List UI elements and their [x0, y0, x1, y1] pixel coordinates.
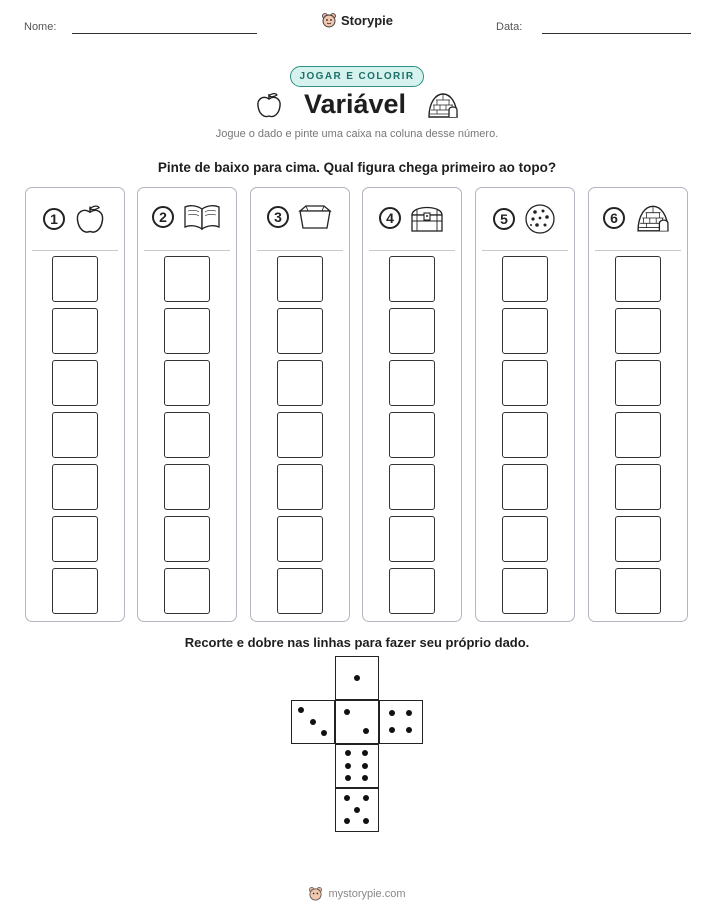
die-pip: [345, 775, 351, 781]
coloring-box[interactable]: [277, 256, 323, 302]
die-pip: [321, 730, 327, 736]
coloring-box[interactable]: [52, 412, 98, 458]
column-divider: [257, 250, 343, 251]
die-pip: [344, 818, 350, 824]
column-number: 3: [267, 206, 289, 228]
name-label: Nome:: [24, 21, 57, 33]
brand-name: Storypie: [340, 12, 393, 28]
name-line: [72, 33, 257, 34]
coloring-box[interactable]: [164, 516, 210, 562]
column-divider: [482, 250, 568, 251]
page-title: Variável: [303, 89, 407, 119]
coloring-box[interactable]: [615, 256, 661, 302]
coloring-box[interactable]: [164, 568, 210, 614]
die-pip: [345, 763, 351, 769]
die-pip: [362, 750, 368, 756]
coloring-box[interactable]: [277, 464, 323, 510]
storypie-mascot-icon: [308, 886, 323, 901]
coloring-box[interactable]: [389, 516, 435, 562]
coloring-box[interactable]: [615, 360, 661, 406]
column-divider: [32, 250, 118, 251]
coloring-box[interactable]: [277, 568, 323, 614]
column-number: 5: [493, 208, 515, 230]
coloring-box[interactable]: [52, 360, 98, 406]
coloring-box[interactable]: [52, 568, 98, 614]
die-face-3: [291, 700, 335, 744]
date-label: Data:: [496, 21, 523, 33]
column-1: [25, 187, 125, 622]
die-face-1: [335, 656, 379, 700]
coloring-box[interactable]: [277, 412, 323, 458]
column-number: 6: [603, 207, 625, 229]
storypie-mascot-icon: [321, 12, 337, 28]
cookie-icon: [523, 202, 557, 236]
die-face-2: [335, 700, 379, 744]
coloring-box[interactable]: [277, 360, 323, 406]
column-4: [362, 187, 462, 622]
coloring-box[interactable]: [389, 308, 435, 354]
coloring-box[interactable]: [389, 412, 435, 458]
coloring-box[interactable]: [164, 256, 210, 302]
coloring-box[interactable]: [164, 464, 210, 510]
column-header: [251, 202, 349, 232]
die-pip: [389, 727, 395, 733]
column-5: [475, 187, 575, 622]
coloring-box[interactable]: [164, 308, 210, 354]
die-pip: [363, 728, 369, 734]
die-pip: [406, 727, 412, 733]
date-line: [542, 33, 691, 34]
column-divider: [595, 250, 681, 251]
coloring-box[interactable]: [502, 464, 548, 510]
coloring-box[interactable]: [164, 412, 210, 458]
die-pip: [362, 763, 368, 769]
box-icon: [297, 202, 333, 232]
coloring-box[interactable]: [164, 360, 210, 406]
coloring-box[interactable]: [615, 516, 661, 562]
die-pip: [345, 750, 351, 756]
die-pip: [363, 818, 369, 824]
coloring-box[interactable]: [502, 516, 548, 562]
die-face-6: [335, 744, 379, 788]
die-pip: [354, 675, 360, 681]
coloring-box[interactable]: [502, 256, 548, 302]
die-pip: [344, 709, 350, 715]
column-2: [137, 187, 237, 622]
column-header: [138, 202, 236, 232]
die-pip: [344, 795, 350, 801]
column-number: 1: [43, 208, 65, 230]
cut-instruction: Recorte e dobre nas linhas para fazer seu próprio dado.: [184, 635, 530, 650]
coloring-box[interactable]: [502, 308, 548, 354]
coloring-box[interactable]: [52, 464, 98, 510]
coloring-box[interactable]: [615, 412, 661, 458]
coloring-box[interactable]: [277, 516, 323, 562]
page-subtitle: Jogue o dado e pinte uma caixa na coluna desse número.: [215, 128, 499, 140]
column-divider: [369, 250, 455, 251]
column-divider: [144, 250, 230, 251]
die-face-5: [335, 788, 379, 832]
die-pip: [298, 707, 304, 713]
coloring-box[interactable]: [502, 412, 548, 458]
column-3: [250, 187, 350, 622]
coloring-box[interactable]: [52, 516, 98, 562]
footer: [0, 886, 714, 901]
coloring-box[interactable]: [389, 464, 435, 510]
column-header: [363, 202, 461, 234]
column-header: [589, 202, 687, 234]
apple-icon: [254, 90, 284, 120]
apple-icon: [73, 202, 107, 236]
column-header: [476, 202, 574, 236]
die-pip: [389, 710, 395, 716]
die-pip: [310, 719, 316, 725]
igloo-icon: [426, 90, 460, 120]
coloring-box[interactable]: [502, 568, 548, 614]
column-6: [588, 187, 688, 622]
coloring-box[interactable]: [389, 568, 435, 614]
coloring-instruction: Pinte de baixo para cima. Qual figura chega primeiro ao topo?: [157, 160, 557, 175]
die-pip: [362, 775, 368, 781]
die-pip: [363, 795, 369, 801]
brand-logo: [0, 12, 714, 28]
coloring-box[interactable]: [389, 360, 435, 406]
coloring-box[interactable]: [52, 256, 98, 302]
column-number: 2: [152, 206, 174, 228]
coloring-box[interactable]: [277, 308, 323, 354]
coloring-box[interactable]: [52, 308, 98, 354]
column-number: 4: [379, 207, 401, 229]
coloring-box[interactable]: [389, 256, 435, 302]
coloring-box[interactable]: [615, 308, 661, 354]
coloring-box[interactable]: [502, 360, 548, 406]
die-pip: [354, 807, 360, 813]
die-pip: [406, 710, 412, 716]
activity-badge: JOGAR E COLORIR: [290, 66, 425, 87]
die-face-4: [379, 700, 423, 744]
open-book-icon: [182, 202, 222, 232]
igloo-icon: [633, 202, 673, 234]
coloring-box[interactable]: [615, 568, 661, 614]
column-header: [26, 202, 124, 236]
footer-url: mystorypie.com: [328, 887, 406, 900]
coloring-box[interactable]: [615, 464, 661, 510]
treasure-chest-icon: [409, 202, 445, 234]
